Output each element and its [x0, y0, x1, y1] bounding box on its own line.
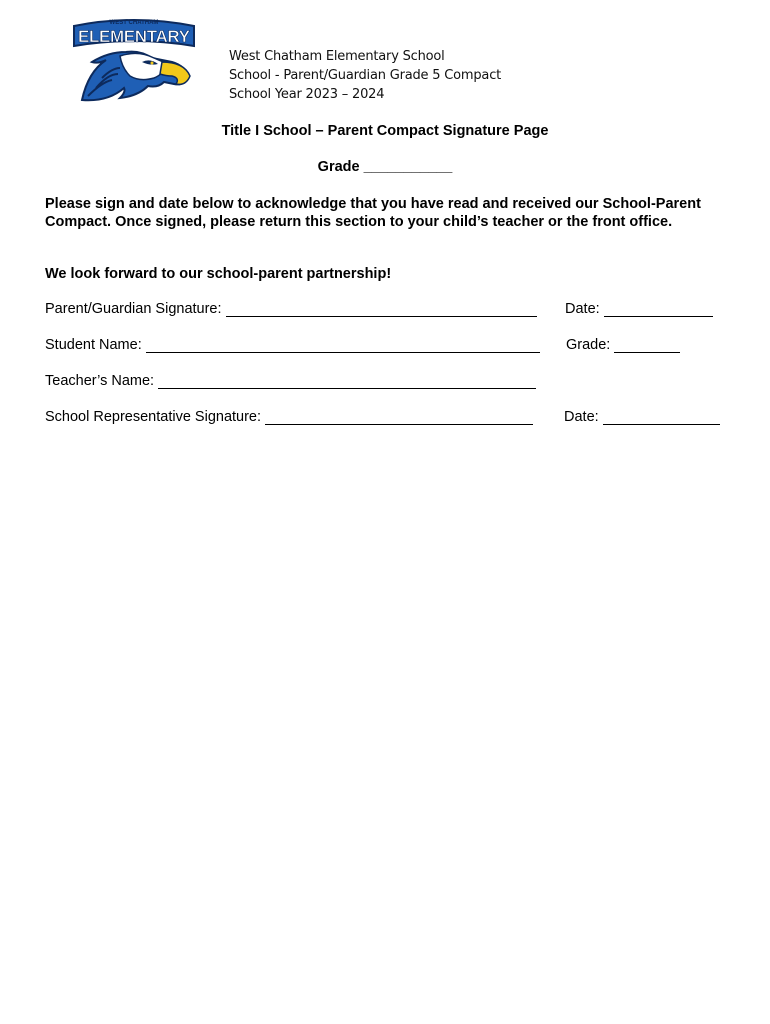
school-year: School Year 2023 – 2024	[229, 87, 385, 102]
school-rep-signature-label: School Representative Signature:	[45, 409, 262, 425]
grade-field	[566, 337, 680, 353]
teacher-name-field	[45, 373, 536, 389]
closing-text: We look forward to our school-parent partnership!	[45, 266, 392, 282]
school-header	[229, 47, 501, 104]
date-label-1: Date:	[565, 301, 600, 317]
parent-signature-line[interactable]	[226, 302, 537, 317]
parent-signature-label: Parent/Guardian Signature:	[45, 301, 222, 317]
compact-name: School - Parent/Guardian Grade 5 Compact	[229, 68, 502, 83]
student-name-label: Student Name:	[45, 337, 142, 353]
grade-line[interactable]	[614, 338, 680, 353]
date-line-1[interactable]	[604, 302, 713, 317]
parent-signature-field	[45, 301, 537, 317]
student-name-field	[45, 337, 540, 353]
eagle-logo-icon	[68, 12, 200, 106]
date-field-2	[564, 409, 720, 425]
school-name: West Chatham Elementary School	[229, 49, 445, 64]
date-label-2: Date:	[564, 409, 599, 425]
logo-top-text: WEST CHATHAM	[109, 20, 159, 26]
teacher-name-line[interactable]	[158, 374, 536, 389]
date-field-1	[565, 301, 713, 317]
grade-heading: Grade ___________	[317, 159, 453, 175]
teacher-name-label: Teacher’s Name:	[45, 373, 155, 389]
school-rep-signature-line[interactable]	[265, 410, 533, 425]
school-rep-signature-field	[45, 409, 533, 425]
grade-label: Grade:	[566, 337, 611, 353]
page-title: Title I School – Parent Compact Signature Page	[221, 123, 549, 139]
instructions-text: Please sign and date below to acknowledge that you have read and received our School-Parent Compact. Once signed, please return this section to your child’s teacher or the front office.	[45, 196, 701, 230]
student-name-line[interactable]	[146, 338, 540, 353]
date-line-2[interactable]	[603, 410, 720, 425]
school-logo	[68, 12, 200, 106]
logo-main-text: ELEMENTARY	[78, 27, 190, 46]
